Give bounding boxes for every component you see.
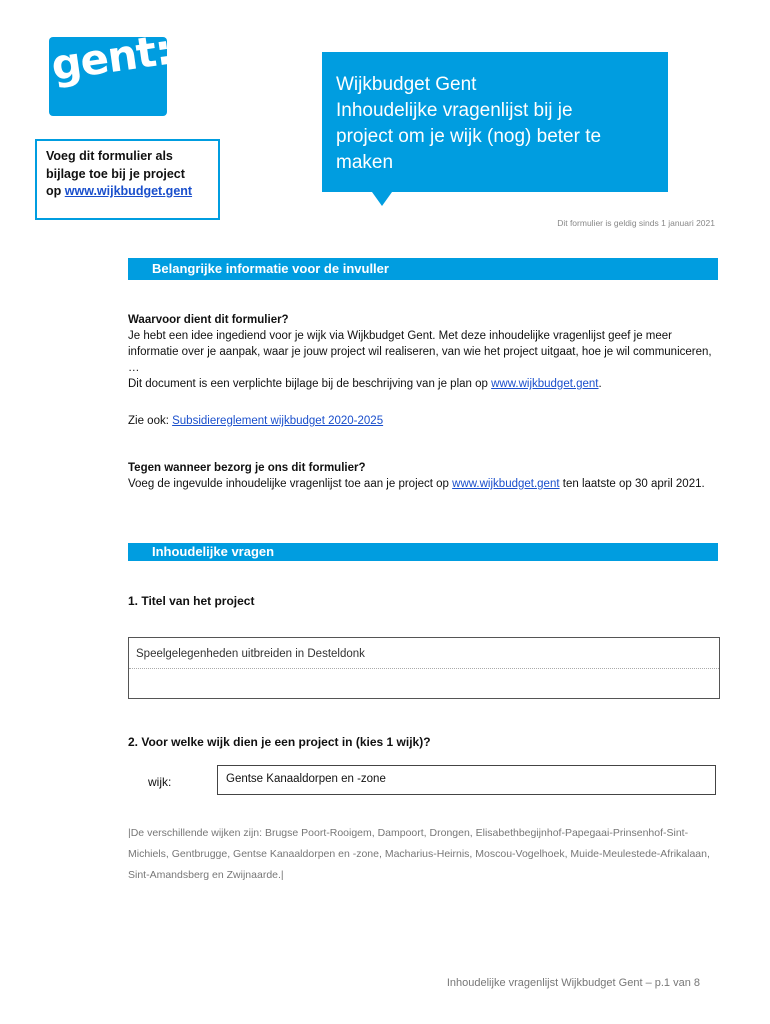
wijken-list-note: |De verschillende wijken zijn: Brugse Poort-Rooigem, Dampoort, Drongen, Elisabethbegijnhof-Papegaai-Prinsenhof-Sint-Michiels, Gentbrugge, Gentse Kanaaldorpen en -zone, Macharius-Heirnis, Moscou-Vogelhoek, Muide-Meulestede-Afrikalaan, Sint-Amandsberg en Zwijnaarde.| — [128, 827, 710, 881]
purpose-text: Je hebt een idee ingediend voor je wijk via Wijkbudget Gent. Met deze inhoudelijke vragenlijst geef je meer informatie over je aanpak, waar je jouw project wil realiseren, van wie het project uitgaat, hoe je wil communiceren, … — [128, 330, 712, 374]
attachment-line-3 — [46, 183, 209, 201]
page-footer: Inhoudelijke vragenlijst Wijkbudget Gent – p.1 van 8 — [446, 977, 700, 989]
logo-text: gent: — [48, 24, 175, 91]
validity-note: Dit formulier is geldig sinds 1 januari 2021 — [557, 218, 715, 228]
deadline-block — [128, 460, 718, 492]
title-line-3: project om je wijk (nog) beter te — [336, 126, 602, 147]
deadline-prefix: Voeg de ingevulde inhoudelijke vragenlijst toe aan je project op — [128, 478, 453, 490]
wijkbudget-link-purpose[interactable]: www.wijkbudget.gent — [491, 378, 599, 390]
purpose-question: Waarvoor dient dit formulier? — [128, 314, 289, 326]
see-also — [128, 413, 718, 429]
wijk-field[interactable]: Gentse Kanaaldorpen en -zone — [217, 765, 716, 795]
subsidy-regulation-link[interactable]: Subsidiereglement wijkbudget 2020-2025 — [172, 415, 384, 427]
attachment-line-2: bijlage toe bij je project — [46, 166, 185, 181]
gent-logo — [48, 24, 175, 116]
wijkbudget-link-deadline[interactable]: www.wijkbudget.gent — [452, 478, 560, 490]
purpose-text-2 — [128, 376, 718, 392]
project-title-value: Speelgelegenheden uitbreiden in Desteldonk — [129, 638, 719, 669]
attachment-prefix: op — [46, 184, 65, 198]
project-title-field[interactable] — [128, 637, 720, 699]
title-line-4: maken — [336, 152, 394, 173]
attachment-line-1: Voeg dit formulier als — [46, 149, 173, 163]
title-line-2: Inhoudelijke vragenlijst bij je — [336, 100, 573, 121]
speech-pointer — [372, 192, 392, 206]
title-line-1: Wijkbudget Gent — [336, 74, 477, 95]
deadline-text — [128, 476, 718, 492]
see-also-prefix: Zie ook: — [128, 415, 173, 427]
deadline-question: Tegen wanneer bezorg je ons dit formulier? — [128, 462, 366, 474]
wijkbudget-link-header[interactable]: www.wijkbudget.gent — [64, 184, 193, 198]
deadline-suffix: ten laatste op 30 april 2021. — [559, 478, 705, 490]
section-header-info: Belangrijke informatie voor de invuller — [128, 258, 718, 280]
section-header-questions: Inhoudelijke vragen — [128, 543, 718, 561]
document-title-box — [322, 52, 668, 192]
purpose-text-2-prefix: Dit document is een verplichte bijlage bij de beschrijving van je plan op — [128, 378, 492, 390]
question-1-label: 1. Titel van het project — [128, 594, 255, 608]
question-2-label: 2. Voor welke wijk dien je een project in (kies 1 wijk)? — [128, 735, 431, 749]
purpose-block — [128, 312, 718, 392]
purpose-text-2-suffix: . — [598, 378, 602, 390]
wijk-label: wijk: — [148, 775, 172, 789]
attachment-notice — [35, 139, 220, 220]
